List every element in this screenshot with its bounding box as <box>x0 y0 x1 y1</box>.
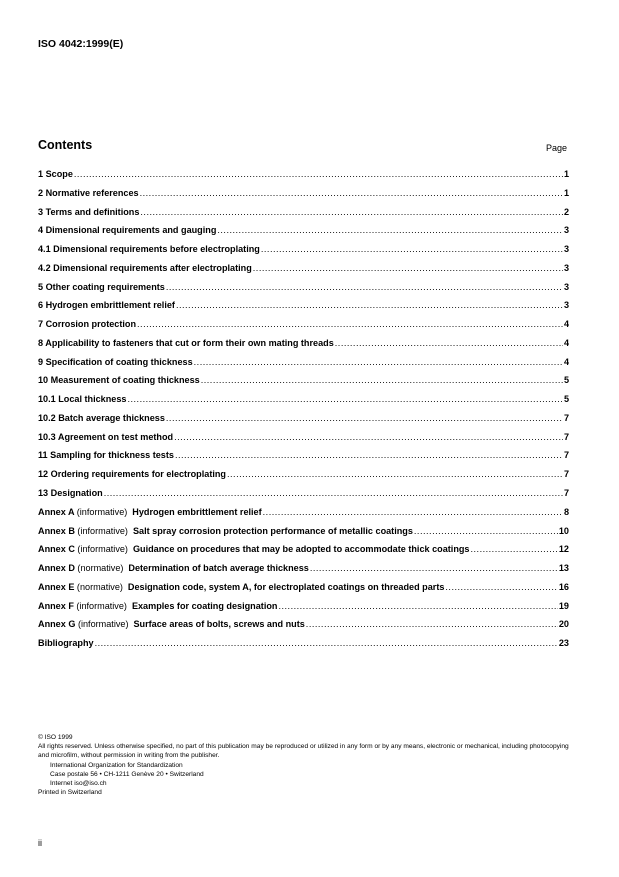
toc-annex-label <box>38 544 470 554</box>
dot-leader <box>166 282 563 292</box>
toc-label: 11 Sampling for thickness tests <box>38 450 174 461</box>
document-id: ISO 4042:1999(E) <box>38 38 124 50</box>
toc-entry[interactable] <box>38 357 569 376</box>
toc-annex-label <box>38 582 444 592</box>
toc-entry[interactable] <box>38 432 569 451</box>
dot-leader <box>174 432 563 442</box>
annex-id: Annex C <box>38 544 75 555</box>
toc-page-number: 3 <box>563 225 569 236</box>
toc-label: 13 Designation <box>38 488 103 499</box>
annex-id: Annex D <box>38 563 75 574</box>
contents-title: Contents <box>38 138 93 152</box>
dot-leader <box>137 319 563 329</box>
printed-location: Printed in Switzerland <box>38 789 102 797</box>
toc-entry[interactable] <box>38 225 569 244</box>
dot-leader <box>445 582 557 592</box>
toc-entry[interactable] <box>38 507 569 526</box>
toc-page-number: 7 <box>563 431 569 442</box>
toc-page-number: 2 <box>563 206 569 217</box>
dot-leader <box>306 619 558 629</box>
toc-label: 10.2 Batch average thickness <box>38 412 165 423</box>
toc-entry[interactable] <box>38 413 569 432</box>
dot-leader <box>310 563 558 573</box>
toc-entry[interactable] <box>38 394 569 413</box>
annex-type: (informative) <box>77 525 128 536</box>
annex-title: Salt spray corrosion protection performance of metallic coatings <box>132 525 413 536</box>
annex-title: Surface areas of bolts, screws and nuts <box>133 619 305 630</box>
toc-entry[interactable] <box>38 526 569 545</box>
dot-leader <box>414 526 558 536</box>
toc-entry[interactable] <box>38 563 569 582</box>
toc-entry[interactable] <box>38 169 569 188</box>
toc-page-number: 7 <box>563 450 569 461</box>
toc-entry[interactable] <box>38 638 569 657</box>
annex-title: Determination of batch average thickness <box>128 563 309 574</box>
dot-leader <box>194 357 563 367</box>
toc-entry[interactable] <box>38 263 569 282</box>
toc-page-number: 8 <box>563 506 569 517</box>
toc-label: 5 Other coating requirements <box>38 281 165 292</box>
toc-label: 2 Normative references <box>38 187 139 198</box>
annex-title: Designation code, system A, for electroplated coatings on threaded parts <box>127 581 445 592</box>
toc-page-number: 7 <box>563 469 569 480</box>
toc-page-number: 12 <box>558 544 569 555</box>
toc-annex-label <box>38 563 309 573</box>
toc-page-number: 10 <box>558 525 569 536</box>
toc-page-number: 16 <box>558 581 569 592</box>
annex-type: (normative) <box>76 581 123 592</box>
toc-page-number: 20 <box>558 619 569 630</box>
toc-label: 7 Corrosion protection <box>38 319 137 330</box>
dot-leader <box>140 188 563 198</box>
toc-page-number: 5 <box>563 394 569 405</box>
toc-label: 10.3 Agreement on test method <box>38 431 174 442</box>
toc-label: Bibliography <box>38 638 94 649</box>
toc-page-number: 19 <box>558 600 569 611</box>
toc-label: 8 Applicability to fasteners that cut or form their own mating threads <box>38 337 334 348</box>
dot-leader <box>227 469 563 479</box>
annex-id: Annex B <box>38 525 75 536</box>
toc-entry[interactable] <box>38 188 569 207</box>
toc-page-number: 4 <box>563 319 569 330</box>
toc-entry[interactable] <box>38 450 569 469</box>
annex-title: Guidance on procedures that may be adopted to accommodate thick coatings <box>132 544 470 555</box>
page-folio: ii <box>38 838 42 848</box>
dot-leader <box>140 207 563 217</box>
page-column-label: Page <box>546 143 568 153</box>
toc-page-number: 3 <box>563 281 569 292</box>
toc-page-number: 1 <box>563 169 569 179</box>
toc-page-number: 3 <box>563 262 569 273</box>
toc-label: 10 Measurement of coating thickness <box>38 375 200 386</box>
copyright-block <box>38 733 578 797</box>
annex-title: Hydrogen embrittlement relief <box>132 506 262 517</box>
organization-name: International Organization for Standardization <box>50 761 183 769</box>
dot-leader <box>278 601 557 611</box>
toc-label: 12 Ordering requirements for electroplating <box>38 469 226 480</box>
toc-page-number: 3 <box>563 300 569 311</box>
dot-leader <box>471 544 558 554</box>
annex-type: (informative) <box>77 544 128 555</box>
toc-page-number: 7 <box>563 412 569 423</box>
toc-label: 4.1 Dimensional requirements before electroplating <box>38 244 260 255</box>
toc-label: 3 Terms and definitions <box>38 206 140 217</box>
toc-label: 10.1 Local thickness <box>38 394 127 405</box>
annex-type: (normative) <box>77 563 124 574</box>
annex-id: Annex A <box>38 506 75 517</box>
toc-page-number: 4 <box>563 356 569 367</box>
toc-entry[interactable] <box>38 282 569 301</box>
toc-entry[interactable] <box>38 469 569 488</box>
toc-entry[interactable] <box>38 207 569 226</box>
annex-type: (informative) <box>77 619 129 630</box>
dot-leader <box>261 244 563 254</box>
dot-leader <box>335 338 563 348</box>
dot-leader <box>104 488 563 498</box>
toc-page-number: 1 <box>563 187 569 198</box>
dot-leader <box>253 263 563 273</box>
annex-type: (informative) <box>76 600 127 611</box>
organization-address: Case postale 56 • CH-1211 Genève 20 • Switzerland <box>50 770 204 778</box>
organization-internet: Internet iso@iso.ch <box>50 780 107 788</box>
toc-entry[interactable] <box>38 601 569 620</box>
toc-entry[interactable] <box>38 300 569 319</box>
toc-label: 4.2 Dimensional requirements after electroplating <box>38 262 252 273</box>
toc-page-number: 3 <box>563 244 569 255</box>
dot-leader <box>263 507 563 517</box>
rights-statement: All rights reserved. Unless otherwise specified, no part of this publication may be reproduced or utilized in any form or by any means, electronic or mechanical, including photocopying and microfilm, without permission in writing from the publisher. <box>38 743 569 760</box>
toc-annex-label <box>38 507 262 517</box>
toc-entry[interactable] <box>38 375 569 394</box>
toc-annex-label <box>38 601 277 611</box>
toc-entry[interactable] <box>38 619 569 638</box>
table-of-contents <box>38 169 569 657</box>
toc-entry[interactable] <box>38 544 569 563</box>
dot-leader <box>127 394 562 404</box>
toc-annex-label <box>38 619 305 629</box>
toc-page-number: 13 <box>558 563 569 574</box>
toc-label: 9 Specification of coating thickness <box>38 356 193 367</box>
toc-page-number: 23 <box>558 638 569 649</box>
annex-id: Annex E <box>38 581 75 592</box>
toc-page-number: 5 <box>563 375 569 386</box>
toc-page-number: 7 <box>563 488 569 499</box>
dot-leader <box>201 375 563 385</box>
annex-id: Annex G <box>38 619 76 630</box>
dot-leader <box>175 450 563 460</box>
annex-type: (informative) <box>76 506 128 517</box>
toc-label: 4 Dimensional requirements and gauging <box>38 225 217 236</box>
copyright-notice: © ISO 1999 <box>38 734 73 741</box>
toc-label: 6 Hydrogen embrittlement relief <box>38 300 175 311</box>
annex-title: Examples for coating designation <box>131 600 278 611</box>
dot-leader <box>74 169 563 179</box>
toc-entry[interactable] <box>38 319 569 338</box>
dot-leader <box>217 225 563 235</box>
toc-annex-label <box>38 526 413 536</box>
annex-id: Annex F <box>38 600 74 611</box>
dot-leader <box>166 413 563 423</box>
toc-entry[interactable] <box>38 338 569 357</box>
toc-entry[interactable] <box>38 582 569 601</box>
toc-entry[interactable] <box>38 244 569 263</box>
toc-label: 1 Scope <box>38 169 73 179</box>
toc-page-number: 4 <box>563 337 569 348</box>
dot-leader <box>95 638 558 648</box>
dot-leader <box>176 300 563 310</box>
toc-entry[interactable] <box>38 488 569 507</box>
